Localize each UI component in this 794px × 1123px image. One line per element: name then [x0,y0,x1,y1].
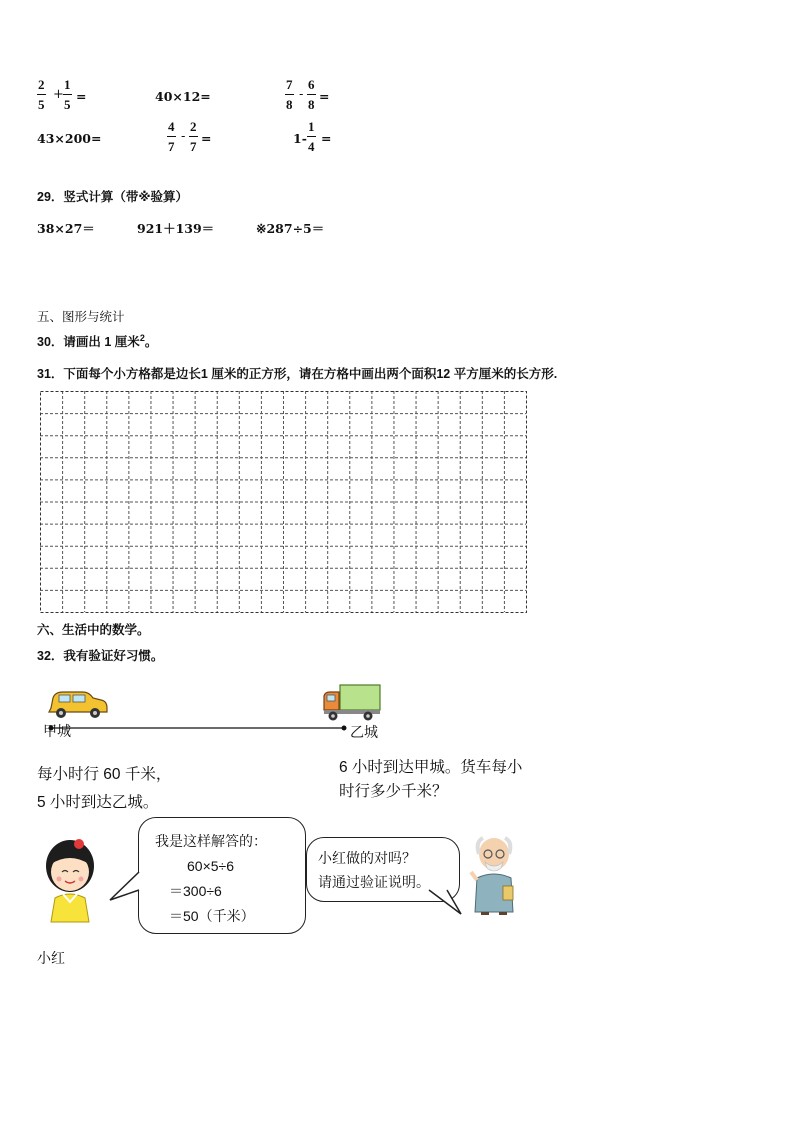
girl-solution-line-2: 60×5÷6 [187,858,235,874]
car-icon [45,686,109,720]
plus-sign: + [53,87,64,102]
equals-sign: = [201,131,212,146]
car-info-line-1: 每小时行 60 千米， [37,766,172,783]
city-a-label: 甲城 [43,723,71,739]
denominator: 7 [168,139,175,154]
q30-main: 30．请画出 1 厘米 [37,335,140,349]
denominator: 4 [308,139,315,154]
fraction-2-5 [37,78,46,112]
numerator: 7 [285,78,294,95]
section-5-heading: 五、图形与统计 [37,310,125,324]
q29-item-3: ※287÷5＝ [256,221,325,236]
truck-info [339,756,522,804]
q30-text [37,332,157,350]
problem-43x200: 43×200= [37,131,102,146]
numerator: 2 [189,120,198,137]
numerator: 6 [307,78,316,95]
q30-superscript: 2 [139,332,145,343]
fraction-6-8 [307,78,316,112]
minus-sign: - [181,129,186,144]
girl-solution-line-1: 我是这样解答的： [155,833,267,849]
fraction-7-8 [285,78,294,112]
denominator: 7 [190,139,197,154]
denominator: 8 [308,97,315,112]
girl-solution-line-3: ＝300÷6 [169,883,222,899]
numerator: 1 [63,78,72,95]
q29-title: 29．竖式计算（带※验算） [37,190,189,204]
denominator: 8 [286,97,293,112]
equals-sign: = [76,89,87,104]
grandpa-question-line-2: 请通过验证说明。 [318,874,430,890]
girl-bubble-tail [108,870,142,910]
equals-sign: = [321,131,332,146]
fraction-1-5 [63,78,72,112]
truck-icon [322,682,382,722]
girl-solution-line-4: ＝50（千米） [169,908,255,924]
grandpa-question-line-1: 小红做的对吗？ [318,850,416,866]
fraction-4-7 [167,120,176,154]
girl-solution [155,829,267,929]
grandpa-question [318,846,430,894]
girl-name-label: 小红 [37,950,65,966]
truck-info-line-1: 6 小时到达甲城。货车每小 [339,759,523,776]
square-grid[interactable] [40,391,527,613]
numerator: 1 [307,120,316,137]
problem-40x12: 40×12= [155,89,211,104]
numerator: 4 [167,120,176,137]
grandpa-avatar [463,832,525,916]
car-info [37,761,171,817]
city-b-label: 乙城 [350,724,378,740]
girl-avatar [35,830,105,925]
truck-info-line-2: 时行多少千米？ [339,783,448,800]
q31-text: 31．下面每个小方格都是边长1 厘米的正方形，请在方格中画出两个面积12 平方厘米的长方形. [37,367,558,381]
fraction-2-7 [189,120,198,154]
car-info-line-2: 5 小时到达乙城。 [37,794,159,811]
numerator: 2 [37,78,46,95]
equals-sign: = [319,89,330,104]
q32-text: 32．我有验证好习惯。 [37,649,164,663]
denominator: 5 [38,97,45,112]
q29-item-1: 38×27＝ [37,221,95,236]
one-minus: 1- [293,131,307,146]
q29-item-2: 921＋139＝ [137,221,215,236]
grandpa-bubble-tail [425,888,465,918]
fraction-1-4 [307,120,316,154]
denominator: 5 [64,97,71,112]
section-6-heading: 六、生活中的数学。 [37,623,150,637]
minus-sign: - [299,87,304,102]
road-line [48,723,348,733]
q30-end: 。 [144,335,158,349]
